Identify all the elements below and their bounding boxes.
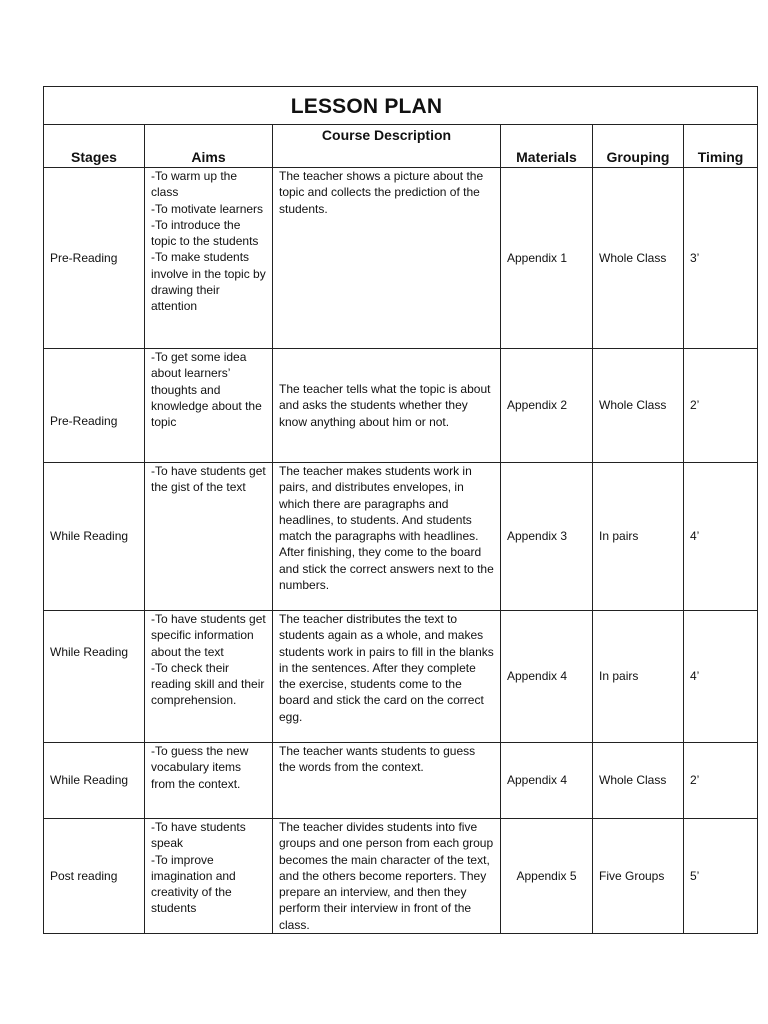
timing-cell: 3’ (684, 168, 758, 349)
description-cell: The teacher distributes the text to students again as a whole, and makes students work in pairs to fill in the blanks in the sentences. After they complete the exercise, students come to the board and stick the card on the correct egg. (273, 611, 501, 743)
aim-item: -To make students involve in the topic by drawing their attention (151, 250, 266, 314)
stage-cell: Pre-Reading (44, 168, 145, 349)
aim-item: -To have students get specific information about the text (151, 612, 266, 659)
stage-cell: While Reading (44, 463, 145, 611)
description-cell: The teacher makes students work in pairs, and distributes envelopes, in which there are paragraphs and headlines, to students. And students match the paragraphs with headlines. After finishing, they come to the board and stick the correct answers next to the numbers. (273, 463, 501, 611)
aim-item: -To get some idea about learners’ thoughts and knowledge about the topic (151, 350, 262, 430)
description-cell: The teacher divides students into five groups and one person from each group becomes the main character of the text, and the others become reporters. They prepare an interview, and then they perform their interview in front of the class. (273, 819, 501, 934)
timing-cell: 4’ (684, 611, 758, 743)
lesson-plan-table (43, 86, 758, 934)
aim-item: -To introduce the topic to the students (151, 217, 259, 249)
table-row (44, 168, 758, 349)
grouping-cell: In pairs (593, 611, 684, 743)
stage-cell: While Reading (44, 743, 145, 819)
materials-cell: Appendix 1 (501, 168, 593, 349)
table-row (44, 349, 758, 463)
aims-cell (145, 463, 273, 611)
aim-item: -To motivate learners (151, 201, 264, 216)
table-row (44, 611, 758, 743)
materials-cell: Appendix 2 (501, 349, 593, 463)
grouping-cell: Whole Class (593, 743, 684, 819)
grouping-cell: In pairs (593, 463, 684, 611)
aim-item: -To warm up the class (151, 169, 238, 200)
document-title: LESSON PLAN (290, 95, 443, 119)
aim-item: -To guess the new vocabulary items from the context. (151, 744, 249, 791)
stage-cell: Post reading (44, 819, 145, 934)
materials-cell: Appendix 3 (501, 463, 593, 611)
timing-cell: 5’ (684, 819, 758, 934)
materials-cell: Appendix 4 (501, 611, 593, 743)
materials-cell: Appendix 4 (501, 743, 593, 819)
header-materials: Materials (501, 125, 593, 168)
stage-cell (44, 349, 145, 463)
header-stages: Stages (44, 125, 145, 168)
aim-item: -To have students speak (151, 820, 246, 851)
aim-item: -To improve imagination and creativity of the students (151, 852, 236, 916)
header-timing: Timing (684, 125, 758, 168)
aims-cell (145, 819, 273, 934)
timing-cell: 2’ (684, 349, 758, 463)
header-aims: Aims (145, 125, 273, 168)
title-row (44, 87, 758, 125)
aims-cell (145, 168, 273, 349)
document-title-cell (44, 87, 758, 125)
timing-cell: 4’ (684, 463, 758, 611)
aims-cell (145, 743, 273, 819)
header-row (44, 125, 758, 168)
stage-cell (44, 611, 145, 743)
aims-cell (145, 611, 273, 743)
stage-label: Pre-Reading (50, 414, 118, 428)
description-cell: The teacher shows a picture about the topic and collects the prediction of the students. (273, 168, 501, 349)
header-grouping: Grouping (593, 125, 684, 168)
description-cell: The teacher tells what the topic is about and asks the students whether they know anything about him or not. (273, 349, 501, 463)
description-cell: The teacher wants students to guess the words from the context. (273, 743, 501, 819)
table-row (44, 819, 758, 934)
grouping-cell: Whole Class (593, 349, 684, 463)
table-row (44, 743, 758, 819)
aim-item: -To have students get the gist of the text (151, 464, 266, 495)
materials-cell: Appendix 5 (501, 819, 593, 934)
header-course-description: Course Description (273, 125, 501, 168)
grouping-cell: Five Groups (593, 819, 684, 934)
stage-label: While Reading (50, 645, 129, 659)
table-row (44, 463, 758, 611)
grouping-cell: Whole Class (593, 168, 684, 349)
timing-cell: 2’ (684, 743, 758, 819)
aim-item: -To check their reading skill and their comprehension. (151, 660, 265, 708)
aims-cell (145, 349, 273, 463)
